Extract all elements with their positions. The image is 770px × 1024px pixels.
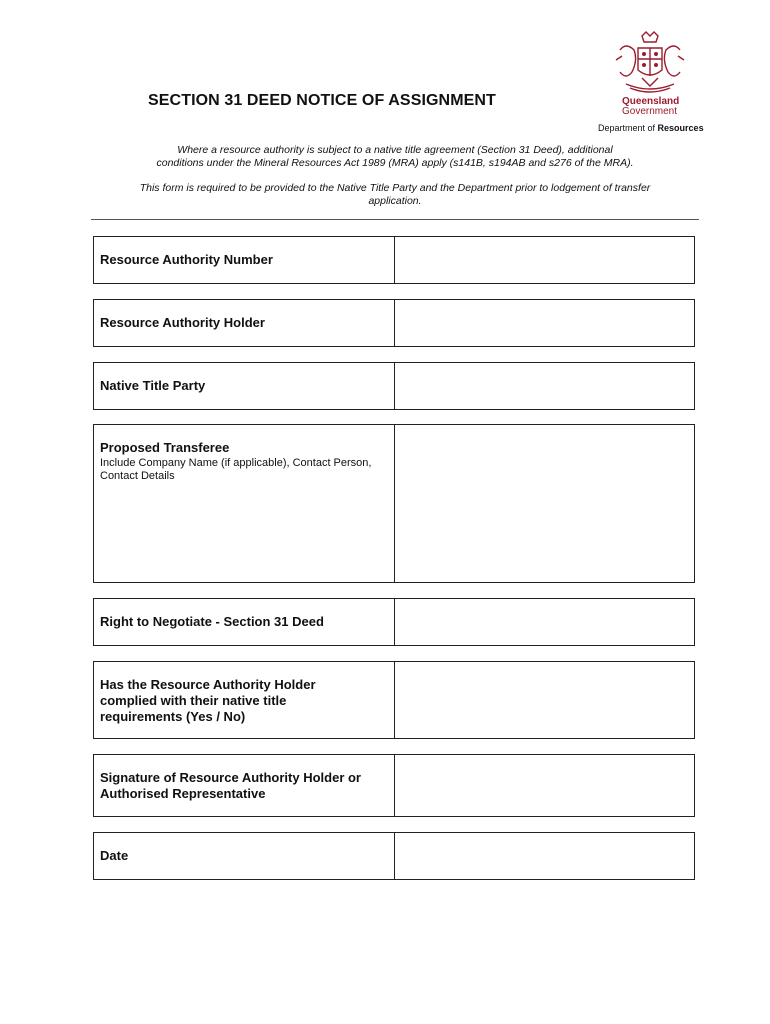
intro-line: Where a resource authority is subject to a native title agreement (Section 31 Deed), additional <box>177 144 613 156</box>
right-to-negotiate-field[interactable] <box>395 599 694 645</box>
signature-label <box>94 755 395 816</box>
compliance-label <box>94 662 395 738</box>
intro-line: application. <box>368 195 422 207</box>
intro-paragraph-1 <box>90 144 700 170</box>
proposed-transferee-hint: Include Company Name (if applicable), Contact Person, <box>100 457 372 469</box>
resource-authority-number-field[interactable] <box>395 237 694 283</box>
compliance-label-line: complied with their native title <box>100 693 287 708</box>
proposed-transferee-label-cell <box>94 425 395 582</box>
compliance-label-line: Has the Resource Authority Holder <box>100 677 316 692</box>
intro-line: This form is required to be provided to the Native Title Party and the Department prior to lodgement of transfer <box>139 182 651 194</box>
proposed-transferee-row <box>93 424 695 583</box>
compliance-label-line: requirements (Yes / No) <box>100 709 246 724</box>
compliance-field[interactable] <box>395 662 694 738</box>
right-to-negotiate-row <box>93 598 695 646</box>
signature-row <box>93 754 695 817</box>
native-title-party-field[interactable] <box>395 363 694 409</box>
intro-line: conditions under the Mineral Resources Act 1989 (MRA) apply (s141B, s194AB and s276 of the MRA). <box>156 157 634 169</box>
compliance-row <box>93 661 695 739</box>
right-to-negotiate-label: Right to Negotiate - Section 31 Deed <box>94 599 395 645</box>
resource-authority-holder-label: Resource Authority Holder <box>94 300 395 346</box>
form-title: SECTION 31 DEED NOTICE OF ASSIGNMENT <box>148 92 496 109</box>
resource-authority-number-label: Resource Authority Number <box>94 237 395 283</box>
queensland-crest-logo <box>612 30 688 100</box>
signature-label-line: Authorised Representative <box>100 785 266 801</box>
signature-field[interactable] <box>395 755 694 816</box>
proposed-transferee-label: Proposed Transferee <box>100 440 230 455</box>
resource-authority-holder-row <box>93 299 695 347</box>
intro-paragraph-2 <box>90 182 700 208</box>
department-resources: Resources <box>657 123 704 133</box>
date-row <box>93 832 695 880</box>
resource-authority-number-row <box>93 236 695 284</box>
native-title-party-label: Native Title Party <box>94 363 395 409</box>
department-name <box>598 123 704 133</box>
date-label: Date <box>94 833 395 879</box>
date-field[interactable] <box>395 833 694 879</box>
logo-queensland-text: Queensland <box>622 96 680 107</box>
resource-authority-holder-field[interactable] <box>395 300 694 346</box>
proposed-transferee-hint: Contact Details <box>100 470 175 482</box>
header-divider <box>91 219 699 220</box>
signature-label-line: Signature of Resource Authority Holder or <box>100 769 361 785</box>
proposed-transferee-field[interactable] <box>395 425 694 582</box>
logo-government-text: Government <box>622 106 678 117</box>
department-prefix: Department of <box>598 123 656 133</box>
native-title-party-row <box>93 362 695 410</box>
